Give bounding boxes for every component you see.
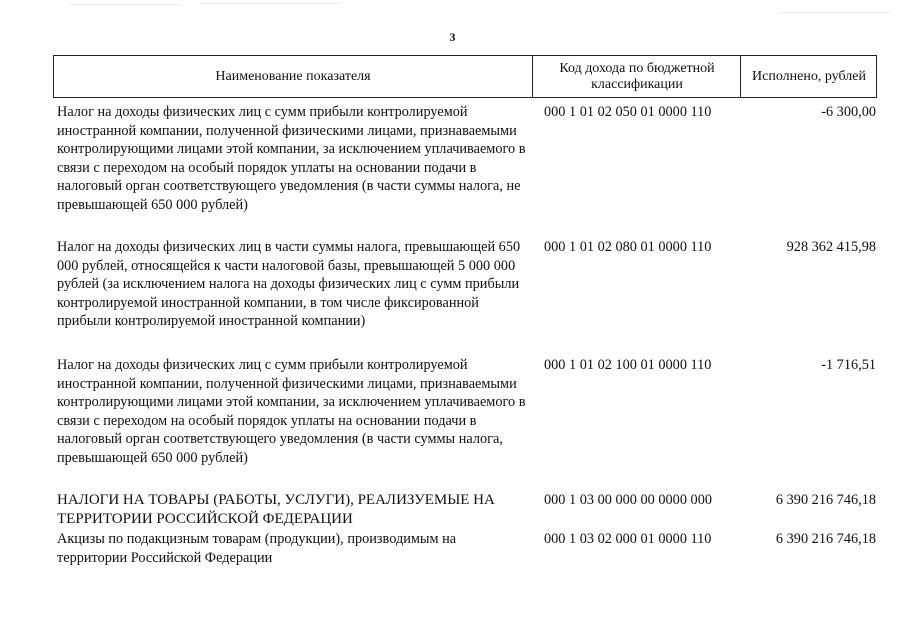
row-amount: -6 300,00	[821, 104, 876, 120]
row-code: 000 1 03 02 000 01 0000 110	[544, 531, 712, 547]
row-name: Налог на доходы физических лиц в части суммы налога, превышающей 650 000 рублей, относящейся к части налоговой базы, превышающей 5 000 000 рублей (за исключением налога на доходы физических лиц с сумм прибыли контролируемой иностранной компании, в том числе фиксированной прибыли контролируемой иностранной компании)	[57, 239, 521, 330]
row-name: Налог на доходы физических лиц с сумм прибыли контролируемой иностранной компании, полученной физическими лицами, признаваемыми контролирующими лицами этой компании, за исключением уплачиваемого в связи с переходом на особый порядок уплаты на основании подачи в налоговый орган соответствующего уведомления (в части суммы налога, превышающей 650 000 рублей)	[57, 357, 526, 466]
row-code: 000 1 03 00 000 00 0000 000	[544, 492, 712, 508]
page-number: 3	[449, 30, 456, 44]
header-code: Код дохода по бюджетной классификации	[532, 56, 741, 97]
row-name: НАЛОГИ НА ТОВАРЫ (РАБОТЫ, УСЛУГИ), РЕАЛИЗУЕМЫЕ НА ТЕРРИТОРИИ РОССИЙСКОЙ ФЕДЕРАЦИИ	[57, 492, 495, 527]
row-amount: 928 362 415,98	[786, 239, 876, 255]
table-header	[53, 55, 877, 98]
row-name: Налог на доходы физических лиц с сумм прибыли контролируемой иностранной компании, полученной физическими лицами, признаваемыми контролирующими лицами этой компании, за исключением уплачиваемого в связи с переходом на особый порядок уплаты на основании подачи в налоговый орган соответствующего уведомления (в части суммы налога, не превышающей 650 000 рублей)	[57, 104, 526, 213]
row-code: 000 1 01 02 080 01 0000 110	[544, 239, 712, 255]
header-name: Наименование показателя	[215, 68, 371, 84]
row-amount: -1 716,51	[821, 357, 876, 373]
header-amount: Исполнено, рублей	[740, 56, 877, 97]
row-code: 000 1 01 02 050 01 0000 110	[544, 104, 712, 120]
row-amount: 6 390 216 746,18	[775, 531, 876, 547]
row-code: 000 1 01 02 100 01 0000 110	[544, 357, 712, 373]
row-amount: 6 390 216 746,18	[775, 492, 876, 508]
row-name: Акцизы по подакцизным товарам (продукции), производимым на территории Российской Федерации	[57, 531, 457, 566]
